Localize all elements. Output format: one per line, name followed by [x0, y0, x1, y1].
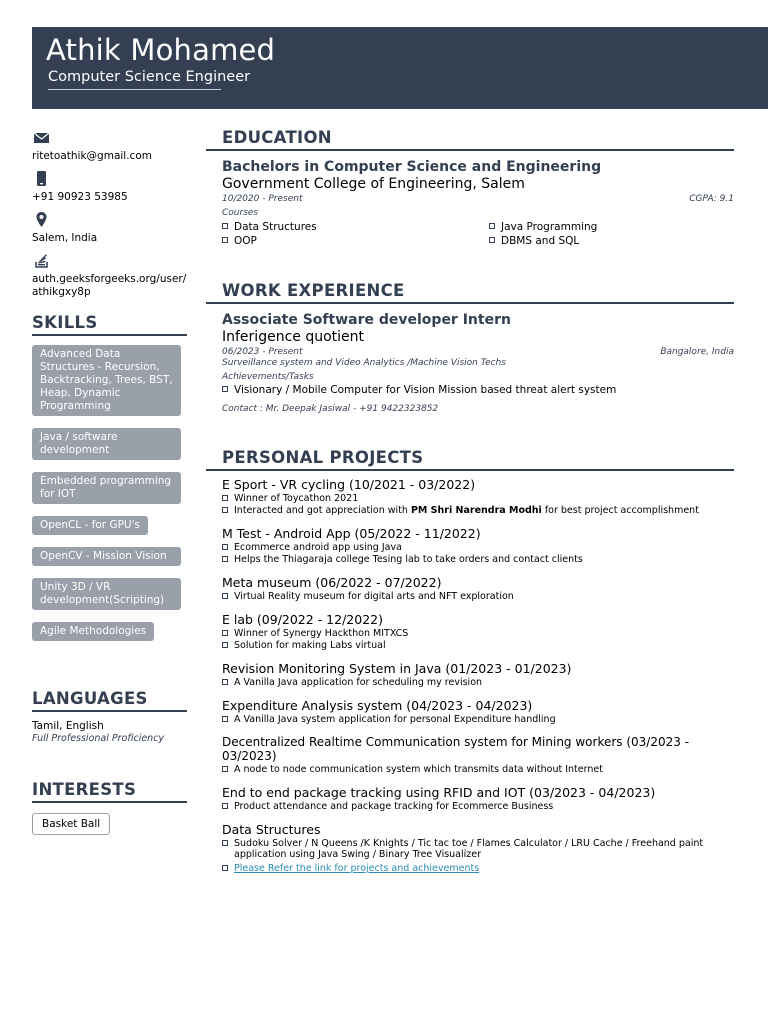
bullet-icon	[222, 544, 228, 550]
project-item: Product attendance and package tracking for Ecommerce Business	[222, 801, 734, 812]
skill-tag: Embedded programming for IOT	[32, 472, 181, 504]
project-item: A Vanilla Java system application for personal Expenditure handling	[222, 714, 734, 725]
language-proficiency: Full Professional Proficiency	[32, 733, 165, 744]
course-item: Data Structures	[222, 221, 489, 233]
resume-header	[32, 27, 768, 109]
job-role: Associate Software developer Intern	[222, 312, 511, 328]
projects-rule	[206, 469, 734, 471]
work-description: Surveillance system and Video Analytics /Machine Vision Techs	[222, 358, 506, 368]
phone-icon	[32, 169, 52, 189]
project-title: Meta museum (06/2022 - 07/2022)	[222, 575, 442, 590]
contact-profile	[32, 251, 192, 305]
bullet-icon	[489, 237, 495, 243]
project-item: A Vanilla Java application for scheduling my revision	[222, 677, 734, 688]
project-item: Ecommerce android app using Java	[222, 542, 734, 553]
skills-title: SKILLS	[32, 313, 98, 332]
languages-title: LANGUAGES	[32, 689, 148, 708]
project-item	[222, 863, 734, 874]
work-rule	[206, 302, 734, 304]
bullet-icon	[222, 556, 228, 562]
interest-tag: Basket Ball	[32, 813, 110, 835]
skills-list	[32, 336, 192, 641]
profile-link[interactable]: auth.geeksforgeeks.org/user/athikgxy8p	[32, 273, 187, 298]
contact-phone	[32, 169, 192, 210]
projects-section	[206, 448, 734, 874]
interests-section	[32, 780, 192, 835]
left-column	[32, 128, 192, 835]
right-column	[206, 128, 734, 874]
skill-tag: Agile Methodologies	[32, 622, 154, 641]
project-title: M Test - Android App (05/2022 - 11/2022)	[222, 526, 481, 541]
work-dates: 06/2023 - Present	[222, 347, 303, 357]
interests-rule	[32, 801, 187, 803]
skill-tag: Advanced Data Structures - Recursion, Backtracking, Trees, BST, Heap, Dynamic Programming	[32, 345, 181, 416]
skill-tag: Java / software development	[32, 428, 181, 460]
skill-tag: OpenCV - Mission Vision	[32, 547, 181, 566]
interests-title: INTERESTS	[32, 780, 137, 799]
project-title: Revision Monitoring System in Java (01/2023 - 01/2023)	[222, 661, 572, 676]
education-title: EDUCATION	[222, 128, 332, 147]
email-icon	[32, 128, 52, 148]
projects-title: PERSONAL PROJECTS	[222, 448, 424, 467]
bullet-icon	[222, 766, 228, 772]
contact-location	[32, 210, 192, 251]
company-name: Inferigence quotient	[222, 329, 365, 345]
bullet-icon	[222, 716, 228, 722]
role-underline	[48, 89, 221, 90]
email-text[interactable]: ritetoathik@gmail.com	[32, 150, 152, 162]
work-location: Bangalore, India	[660, 347, 734, 357]
education-section	[206, 128, 734, 247]
languages-section	[32, 689, 192, 744]
project-title: Expenditure Analysis system (04/2023 - 04/2023)	[222, 698, 533, 713]
project-title: Data Structures	[222, 822, 321, 837]
bullet-icon	[222, 630, 228, 636]
project-item: Helps the Thiagaraja college Tesing lab to take orders and contact clients	[222, 554, 734, 565]
courses-list	[222, 219, 734, 247]
project-item: A node to node communication system which transmits data without Internet	[222, 764, 734, 775]
contact-email	[32, 128, 192, 169]
location-text: Salem, India	[32, 232, 98, 244]
project-item: Sudoku Solver / N Queens /K Knights / Tic tac toe / Flames Calculator / LRU Cache / Freehand paint application using Java Swing / Binary Tree Visualizer	[222, 838, 734, 860]
bullet-icon	[222, 593, 228, 599]
work-section	[206, 281, 734, 414]
course-item: DBMS and SQL	[489, 235, 729, 247]
candidate-name: Athik Mohamed	[46, 33, 276, 67]
bullet-icon	[222, 386, 228, 392]
skill-tag: OpenCL - for GPU's	[32, 516, 148, 535]
institution-name: Government College of Engineering, Salem	[222, 176, 525, 192]
course-item: Java Programming	[489, 221, 729, 233]
work-contact: Contact : Mr. Deepak Jasiwal - +91 9422323852	[222, 404, 439, 414]
phone-text: +91 90923 53985	[32, 191, 128, 203]
project-title: E lab (09/2022 - 12/2022)	[222, 612, 383, 627]
skill-tag: Unity 3D / VR development(Scripting)	[32, 578, 181, 610]
achievement-item: Visionary / Mobile Computer for Vision Mission based threat alert system	[222, 384, 734, 396]
degree-title: Bachelors in Computer Science and Engineering	[222, 159, 602, 175]
bullet-icon	[222, 495, 228, 501]
education-rule	[206, 149, 734, 151]
languages-rule	[32, 710, 187, 712]
courses-label: Courses	[222, 208, 259, 218]
project-item: Winner of Synergy Hackthon MITXCS	[222, 628, 734, 639]
bullet-icon	[222, 237, 228, 243]
location-pin-icon	[32, 210, 52, 230]
bullet-icon	[489, 223, 495, 229]
bullet-icon	[222, 223, 228, 229]
candidate-role: Computer Science Engineer	[48, 69, 251, 85]
bullet-icon	[222, 865, 228, 871]
project-item: Virtual Reality museum for digital arts and NFT exploration	[222, 591, 734, 602]
bullet-icon	[222, 642, 228, 648]
bullet-icon	[222, 507, 228, 513]
project-title: Decentralized Realtime Communication system for Mining workers (03/2023 - 03/2023)	[222, 735, 690, 763]
language-list: Tamil, English	[32, 720, 104, 732]
project-title: End to end package tracking using RFID and IOT (03/2023 - 04/2023)	[222, 785, 656, 800]
bullet-icon	[222, 803, 228, 809]
skills-section	[32, 313, 192, 641]
bullet-icon	[222, 679, 228, 685]
project-item: Winner of Toycathon 2021	[222, 493, 734, 504]
education-dates: 10/2020 - Present	[222, 194, 303, 204]
education-cgpa: CGPA: 9.1	[689, 194, 734, 204]
stack-overflow-icon	[32, 251, 52, 271]
project-item: Interacted and got appreciation with PM Shri Narendra Modhi for best project accomplishment	[222, 505, 734, 516]
achievements-label: Achievements/Tasks	[222, 372, 314, 382]
work-title: WORK EXPERIENCE	[222, 281, 405, 300]
projects-link[interactable]: Please Refer the link for projects and achievements	[234, 863, 480, 874]
project-item: Solution for making Labs virtual	[222, 640, 734, 651]
bullet-icon	[222, 840, 228, 846]
course-item: OOP	[222, 235, 489, 247]
project-title: E Sport - VR cycling (10/2021 - 03/2022)	[222, 477, 476, 492]
